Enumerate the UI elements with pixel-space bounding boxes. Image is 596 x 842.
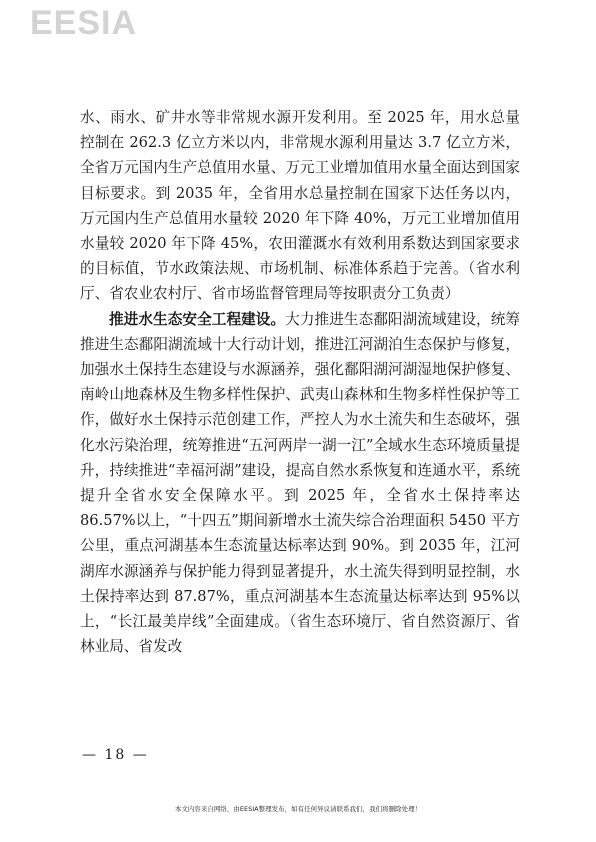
document-body xyxy=(80,105,520,659)
paragraph-water-ecology xyxy=(80,307,520,660)
eesia-logo: EESIA xyxy=(30,4,138,42)
footer-disclaimer: 本文内容来自网络，由EESIA整理发布，如有任何异议请联系我们，我们将删除处理！ xyxy=(174,805,422,813)
page-number: — 18 — xyxy=(82,747,149,763)
paragraph-heading: 推进水生态安全工程建设。 xyxy=(109,310,286,328)
paragraph-text: 大力推进生态鄱阳湖流域建设，统筹推进生态鄱阳湖流域十大行动计划，推进江河湖泊生态保护与修复，加强水土保持生态建设与水源涵养，强化鄱阳湖河湖湿地保护修复、南岭山地森林及生物多样性保护、武夷山森林和生物多样性保护等工作，做好水土保持示范创建工作，严控人为水土流失和生态破坏，强化水污染治理，统筹推进“五河两岸一湖一江”全域水生态环境质量提升，持续推进“幸福河湖”建设，提高自然水系恢复和连通水平，系统提升全省水安全保障水平。到 2025 年，全省水土保持率达 86.57%以上，“十四五”期间新增水土流失综合治理面积 5450 平方公里，重点河湖基本生态流量达标率达到 90%。到 2035 年，江河湖库水源涵养与保护能力得到显著提升，水土流失得到明显控制，水土保持率达到 87.87%，重点河湖基本生态流量达标率达到 95%以上，“长江最美岸线”全面建成。（省生态环境厅、省自然资源厅、省林业局、省发改 xyxy=(80,310,520,656)
paragraph-water-saving: 水、雨水、矿井水等非常规水源开发利用。至 2025 年，用水总量控制在 262.3 亿立方米以内，非常规水源利用量达 3.7 亿立方米，全省万元国内生产总值用水量、万元工业增加值用水量全面达到国家目标要求。到 2035 年，全省用水总量控制在国家下达任务以内，万元国内生产总值用水量较 2020 年下降 40%，万元工业增加值用水量较 2020 年下降 45%，农田灌溉水有效利用系数达到国家要求的目标值，节水政策法规、市场机制、标准体系趋于完善。（省水利厅、省农业农村厅、省市场监督管理局等按职责分工负责） xyxy=(80,109,520,303)
